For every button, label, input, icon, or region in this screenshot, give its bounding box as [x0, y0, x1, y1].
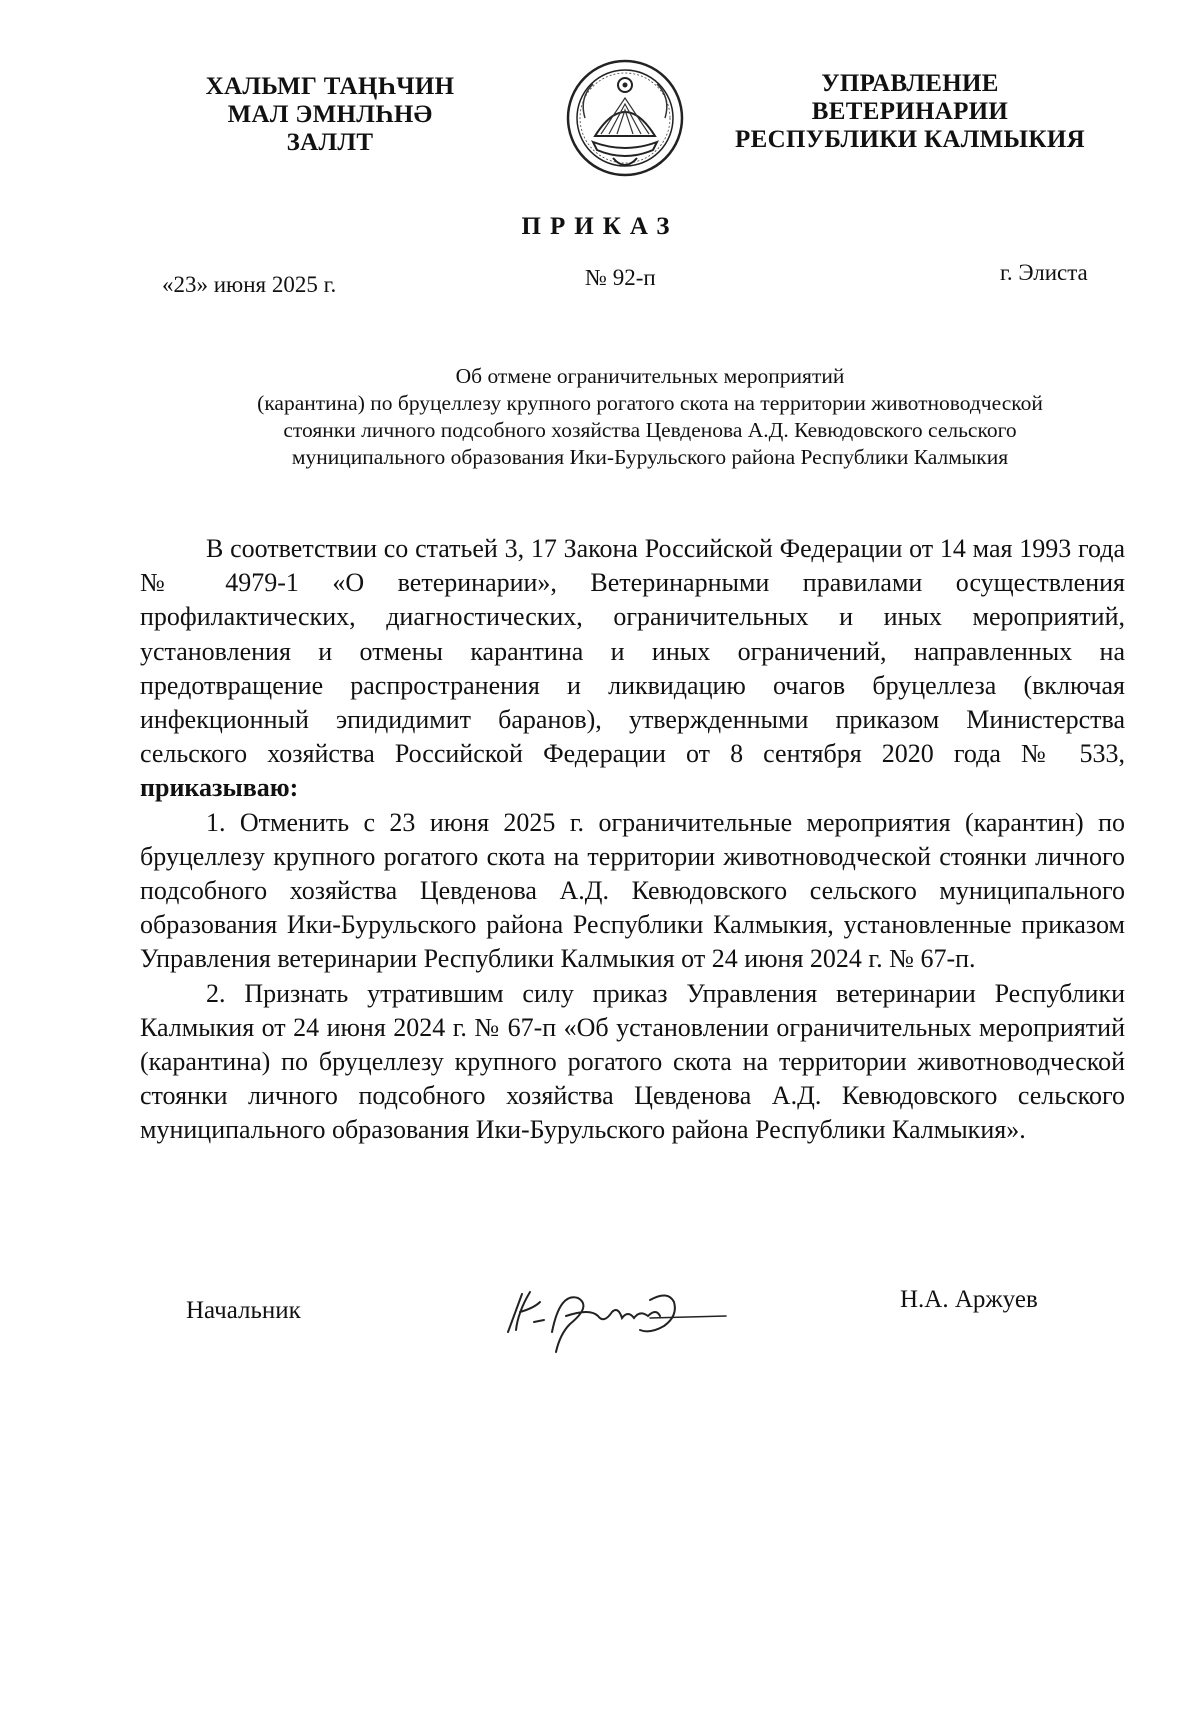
document-number: № 92-п — [585, 265, 656, 290]
header-right-line-1: УПРАВЛЕНИЕ — [821, 70, 999, 97]
preamble-text: В соответствии со статьей 3, 17 Закона Российской Федерации от 14 мая 1993 года № 4979-1 «О ветеринарии», Ветеринарными правилами осуществления профилактических, диагностических, ограничительных и иных мероприятий, установления и отмены карантина и иных ограничений, направленных на предотвращение распространения и ликвидацию очагов бруцеллеза (включая инфекционный эпидидимит баранов), утвержденными приказом Министерства сельского хозяйства Российской Федерации от 8 сентября 2020 года № 533, — [140, 534, 1125, 769]
document-type: ПРИКАЗ — [521, 213, 679, 240]
order-word: приказываю: — [140, 773, 299, 803]
header-right-line-3: РЕСПУБЛИКИ КАЛМЫКИЯ — [735, 126, 1085, 153]
header-left-line-2: МАЛ ЭМНЛҺНӘ — [227, 101, 433, 128]
document-body — [140, 532, 1125, 1148]
preamble-paragraph — [140, 532, 1125, 806]
header-russian-name — [720, 70, 1100, 154]
kalmykia-emblem-icon — [565, 58, 685, 178]
document-date: «23» июня 2025 г. — [162, 272, 337, 297]
signer-name: Н.А. Аржуев — [900, 1286, 1038, 1313]
header-left-line-1: ХАЛЬМГ ТАҢҺЧИН — [205, 73, 455, 100]
order-item-2: 2. Признать утратившим силу приказ Управления ветеринарии Республики Калмыкия от 24 июня 2024 г. № 67-п «Об установлении ограничительных мероприятий (карантина) по бруцеллезу крупного рогатого скота на территории животноводческой стоянки личного подсобного хозяйства Цевденова А.Д. Кевюдовского сельского муниципального образования Ики-Бурульского района Республики Калмыкия». — [140, 978, 1125, 1145]
title-line-2: (карантина) по бруцеллезу крупного рогатого скота на территории животноводческой — [257, 391, 1043, 415]
header-right-line-2: ВЕТЕРИНАРИИ — [811, 98, 1009, 125]
title-line-3: стоянки личного подсобного хозяйства Цевденова А.Д. Кевюдовского сельского — [283, 418, 1017, 442]
title-line-4: муниципального образования Ики-Бурульского района Республики Калмыкия — [291, 445, 1009, 469]
handwritten-signature-icon — [500, 1272, 730, 1362]
header-left-line-3: ЗАЛЛТ — [286, 129, 374, 156]
document-city: г. Элиста — [1000, 260, 1088, 285]
signer-position: Начальник — [186, 1297, 301, 1324]
order-item-1: 1. Отменить с 23 июня 2025 г. ограничительные мероприятия (карантин) по бруцеллезу крупного рогатого скота на территории животноводческой стоянки личного подсобного хозяйства Цевденова А.Д. Кевюдовского сельского муниципального образования Ики-Бурульского района Республики Калмыкия, установленные приказом Управления ветеринарии Республики Калмыкия от 24 июня 2024 г. № 67-п. — [140, 807, 1125, 974]
header-kalmyk-name — [180, 73, 480, 157]
title-line-1: Об отмене ограничительных мероприятий — [455, 364, 845, 388]
document-title — [180, 363, 1120, 471]
